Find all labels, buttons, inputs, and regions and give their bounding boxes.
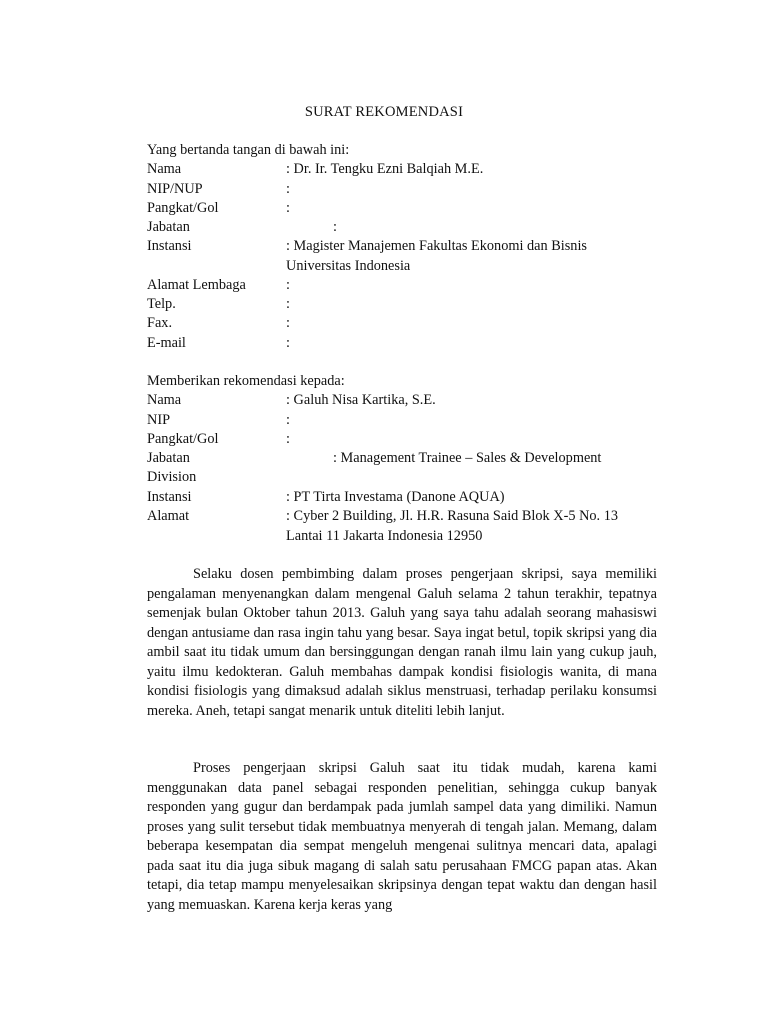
recipient-jabatan-cont: Division bbox=[147, 469, 197, 485]
signer-telp-label: Telp. bbox=[147, 296, 176, 312]
document-title: SURAT REKOMENDASI bbox=[304, 104, 464, 120]
signer-nip-row bbox=[147, 180, 290, 199]
recipient-jabatan-row bbox=[147, 449, 602, 468]
signer-nama-row bbox=[147, 160, 483, 179]
signer-email-label: E-mail bbox=[147, 335, 186, 351]
signer-pangkat-row bbox=[147, 199, 290, 218]
recipient-nama-value: : Galuh Nisa Kartika, S.E. bbox=[286, 392, 436, 408]
recipient-alamat-cont-row bbox=[147, 527, 482, 546]
signer-fax-row bbox=[147, 314, 290, 333]
recipient-alamat-value: : Cyber 2 Building, Jl. H.R. Rasuna Said Blok X-5 No. 13 bbox=[286, 508, 619, 524]
signer-nama-value: : Dr. Ir. Tengku Ezni Balqiah M.E. bbox=[286, 161, 484, 177]
signer-fax-value: : bbox=[286, 315, 290, 331]
signer-telp-row bbox=[147, 295, 290, 314]
recipient-nip-label: NIP bbox=[147, 412, 171, 428]
signer-jabatan-row bbox=[147, 218, 337, 237]
signer-nip-label: NIP/NUP bbox=[147, 181, 203, 197]
recipient-intro: Memberikan rekomendasi kepada: bbox=[147, 373, 345, 389]
signer-instansi-cont-row bbox=[147, 257, 410, 276]
signer-jabatan-value: : bbox=[333, 219, 337, 235]
recipient-jabatan-value: : Management Trainee – Sales & Development bbox=[333, 450, 602, 466]
recipient-nip-value: : bbox=[286, 412, 290, 428]
signer-nip-value: : bbox=[286, 181, 290, 197]
recipient-instansi-row bbox=[147, 488, 505, 507]
signer-pangkat-label: Pangkat/Gol bbox=[147, 200, 219, 216]
signer-alamat-value: : bbox=[286, 277, 290, 293]
signer-instansi-label: Instansi bbox=[147, 238, 192, 254]
signer-email-value: : bbox=[286, 335, 290, 351]
recipient-pangkat-value: : bbox=[286, 431, 290, 447]
recipient-instansi-value: : PT Tirta Investama (Danone AQUA) bbox=[286, 489, 505, 505]
signer-alamat-row bbox=[147, 276, 290, 295]
recipient-nama-label: Nama bbox=[147, 392, 182, 408]
signer-instansi-row bbox=[147, 237, 587, 256]
recipient-alamat-value-cont: Lantai 11 Jakarta Indonesia 12950 bbox=[286, 528, 483, 544]
signer-fax-label: Fax. bbox=[147, 315, 173, 331]
signer-instansi-value: : Magister Manajemen Fakultas Ekonomi dan Bisnis bbox=[286, 238, 587, 254]
recipient-alamat-row bbox=[147, 507, 618, 526]
signer-jabatan-label: Jabatan bbox=[147, 219, 190, 235]
recipient-alamat-label: Alamat bbox=[147, 508, 190, 524]
recipient-pangkat-label: Pangkat/Gol bbox=[147, 431, 219, 447]
signer-instansi-value-cont: Universitas Indonesia bbox=[286, 258, 411, 274]
signer-alamat-label: Alamat Lembaga bbox=[147, 277, 246, 293]
recipient-nama-row bbox=[147, 391, 436, 410]
recipient-jabatan-label: Jabatan bbox=[147, 450, 190, 466]
body-paragraph-1: Selaku dosen pembimbing dalam proses pengerjaan skripsi, saya memiliki pengalaman menyenangkan dalam mengenal Galuh selama 2 tahun terakhir, tepatnya semenjak bulan Oktober tahun 2013. Galuh yang saya tahu adalah seorang mahasiswi dengan antusiame dan rasa ingin tahu yang besar. Saya ingat betul, topik skripsi yang dia ambil saat itu tidak umum dan bersinggungan dengan ranah ilmu lain yang cukup jauh, yaitu ilmu kedokteran. Galuh membahas dampak kondisi fisiologis wanita, di mana kondisi fisiologis yang dimaksud adalah siklus menstruasi, terhadap perilaku konsumsi mereka. Aneh, tetapi sangat menarik untuk diteliti lebih lanjut. bbox=[147, 566, 657, 719]
body-paragraph-2: Proses pengerjaan skripsi Galuh saat itu tidak mudah, karena kami menggunakan data panel sebagai responden penelitian, sehingga cukup banyak responden yang gugur dan berdampak pada jumlah sampel data yang dimiliki. Namun proses yang sulit tersebut tidak membuatnya menyerah di tengah jalan. Memang, dalam beberapa kesempatan dia sempat mengeluh mengenai sulitnya mencari data, apalagi pada saat itu dia juga sibuk magang di salah satu perusahaan FMCG papan atas. Akan tetapi, dia tetap mampu menyelesaikan skripsinya dengan tepat waktu dan dengan hasil yang memuaskan. Karena kerja keras yang bbox=[147, 760, 657, 913]
signer-email-row bbox=[147, 334, 290, 353]
signer-nama-label: Nama bbox=[147, 161, 182, 177]
recipient-nip-row bbox=[147, 411, 290, 430]
recipient-instansi-label: Instansi bbox=[147, 489, 192, 505]
signer-pangkat-value: : bbox=[286, 200, 290, 216]
signer-intro: Yang bertanda tangan di bawah ini: bbox=[147, 142, 350, 158]
recipient-pangkat-row bbox=[147, 430, 290, 449]
signer-telp-value: : bbox=[286, 296, 290, 312]
